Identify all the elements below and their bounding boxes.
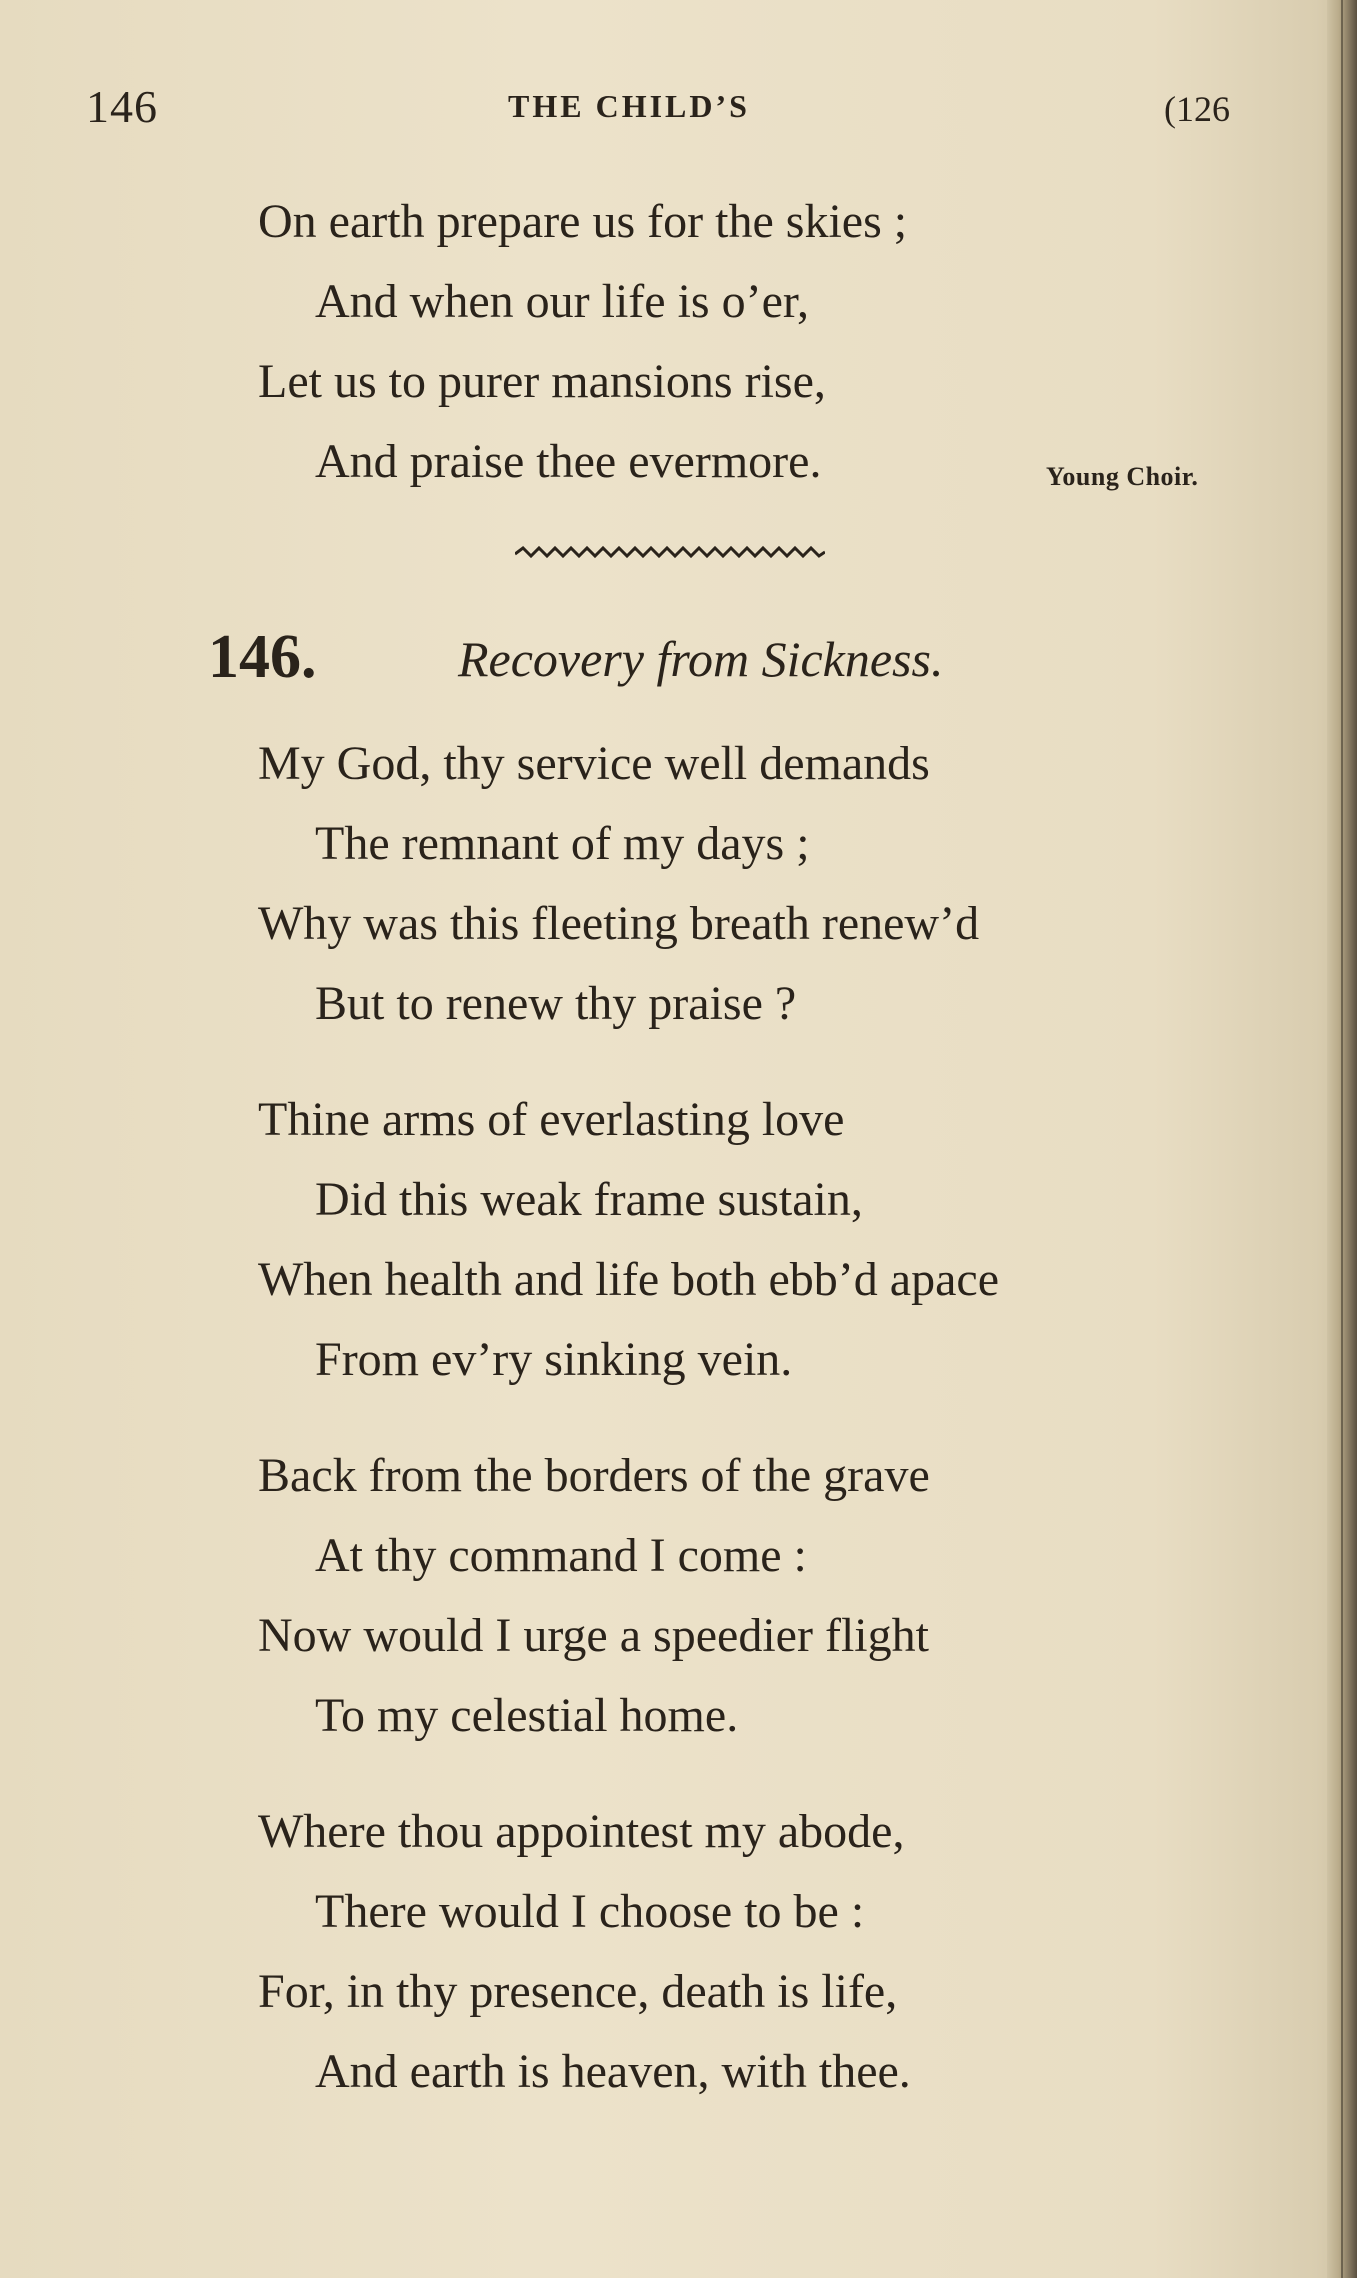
stanza-line: Where thou appointest my abode,	[258, 1805, 905, 1858]
prev-hymn-line: And praise thee evermore.	[315, 435, 822, 488]
stanza-line: Did this weak frame sustain,	[315, 1173, 863, 1226]
stanza-line: When health and life both ebb’d apace	[258, 1253, 999, 1306]
prev-hymn-line: Let us to purer mansions rise,	[258, 355, 826, 408]
page-edge-line	[1341, 0, 1343, 2278]
hymn-attribution: Young Choir.	[1046, 462, 1199, 491]
prev-hymn-line: And when our life is o’er,	[315, 275, 809, 328]
stanza-line: There would I choose to be :	[315, 1885, 865, 1938]
prev-hymn-line: On earth prepare us for the skies ;	[258, 195, 908, 248]
margin-mark: (126	[1164, 89, 1230, 129]
stanza-line: Now would I urge a speedier flight	[258, 1609, 929, 1662]
stanza-line: Why was this fleeting breath renew’d	[258, 897, 980, 950]
stanza-line: The remnant of my days ;	[315, 817, 810, 870]
stanza-line: To my celestial home.	[315, 1689, 739, 1742]
stanza-line: At thy command I come :	[315, 1529, 807, 1582]
stanza-line: Back from the borders of the grave	[258, 1449, 930, 1502]
stanza-line: For, in thy presence, death is life,	[258, 1965, 898, 2018]
stanza-line: And earth is heaven, with thee.	[315, 2045, 911, 2098]
stanza-line: But to renew thy praise ?	[315, 977, 797, 1030]
stanza-line: My God, thy service well demands	[258, 737, 930, 790]
hymn-number: 146.	[208, 623, 317, 691]
running-title: THE CHILD’S	[508, 88, 750, 124]
page-number: 146	[86, 81, 158, 132]
stanza-line: From ev’ry sinking vein.	[315, 1333, 793, 1386]
hymn-title: Recovery from Sickness.	[458, 631, 944, 687]
stanza-line: Thine arms of everlasting love	[258, 1093, 845, 1146]
ornament-divider	[515, 540, 825, 564]
